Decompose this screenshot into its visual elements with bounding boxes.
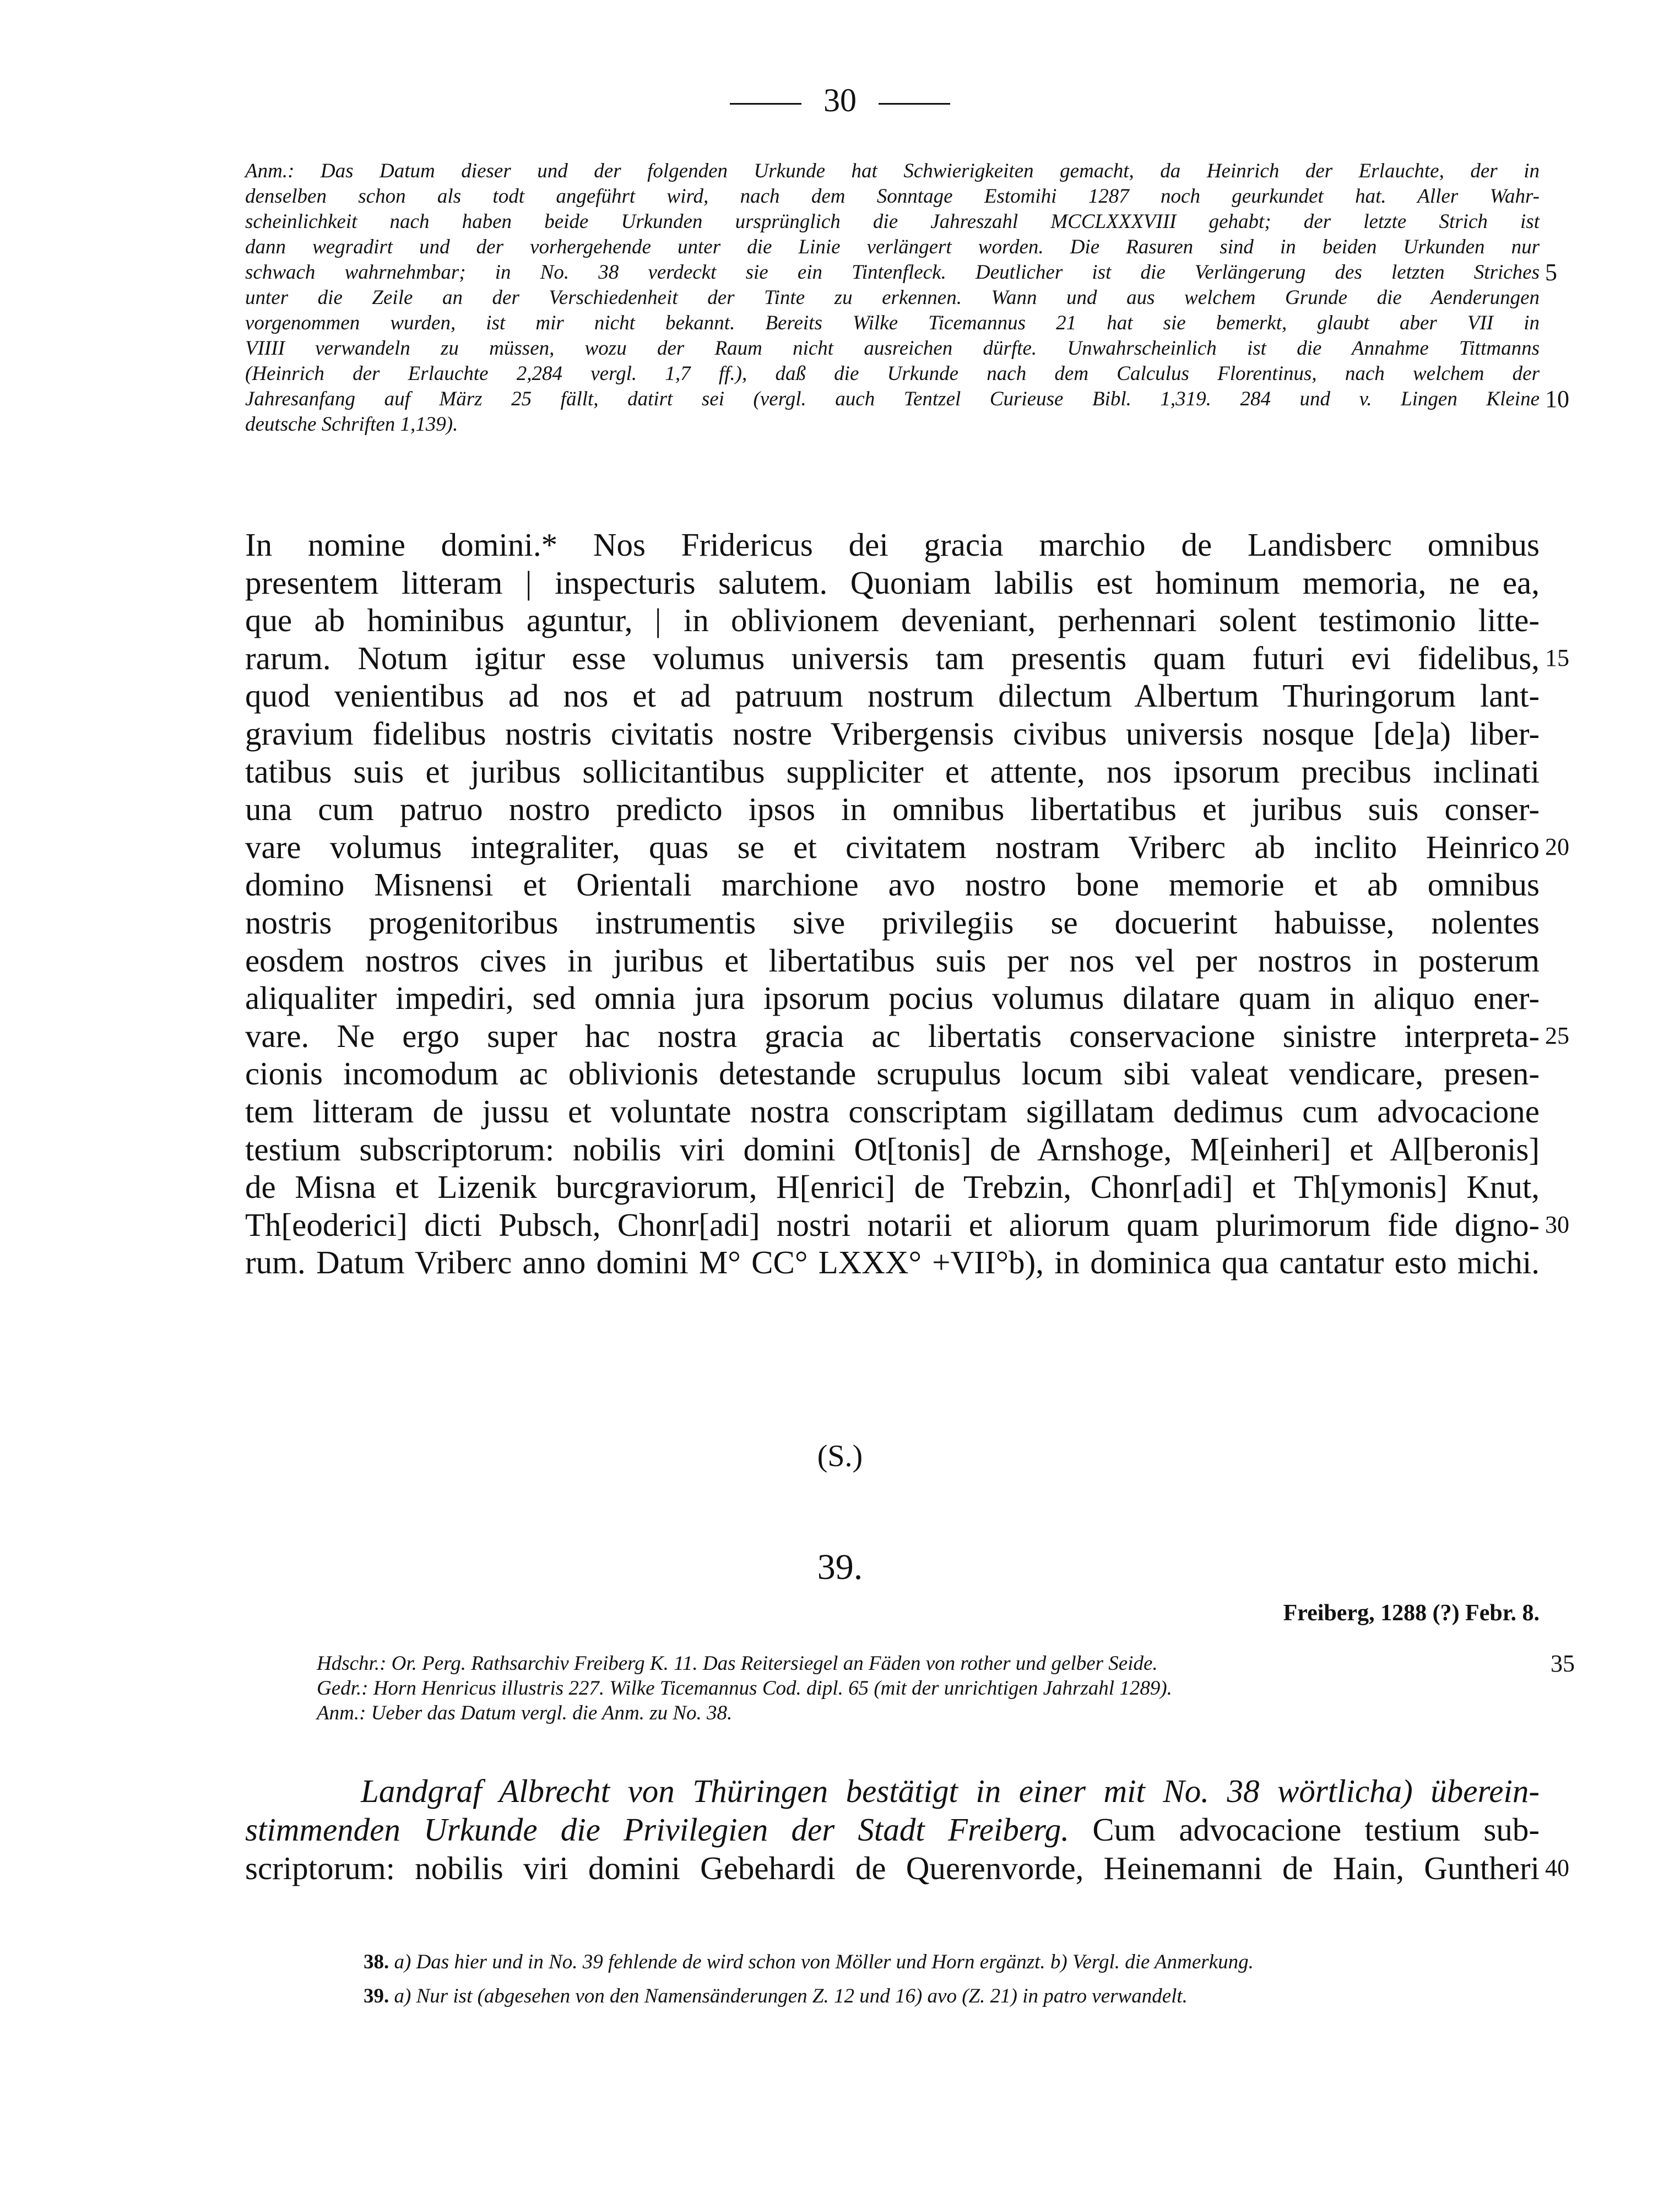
text-line: rum. Datum Vriberc anno domini M° CC° LXXX° +VII°b), in dominica qua cantatur esto michi. [245,1244,1540,1281]
seal-mark: (S.) [817,1439,863,1473]
line-number: 35 [1551,1650,1575,1677]
header-rule-left [730,103,801,105]
note-line: deutsche Schriften 1,139). [245,413,458,436]
source-line: Gedr.: Horn Henricus illustris 227. Wilke Ticemannus Cod. dipl. 65 (mit der unrichtigen Jahrzahl 1289). [317,1677,1172,1700]
line-number: 5 [1545,259,1557,286]
place-date: Freiberg, 1288 (?) Febr. 8. [1283,1600,1540,1626]
note-line: denselben schon als todt angeführt wird, nach dem Sonntage Estomihi 1287 noch geurkundet hat. Aller Wahr- [245,185,1540,208]
text-line: domino Misnensi et Orientali marchione avo nostro bone memorie et ab omnibus [245,866,1540,903]
text-line: rarum. Notum igitur esse volumus universis tam presentis quam futuri evi fidelibus, 15 [245,639,1569,676]
source-notes [317,1650,1575,1725]
text-line: una cum patruo nostro predicto ipsos in omnibus libertatibus et juribus suis conser- [245,791,1540,828]
text-line: vare. Ne ergo super hac nostra gracia ac libertatis conservacione sinistre interpreta- 25 [245,1017,1569,1054]
text-line: testium subscriptorum: nobilis viri domini Ot[tonis] de Arnshoge, M[einheri] et Al[beronis] [245,1131,1540,1168]
regest-line: stimmenden Urkunde die Privilegien der Stadt Freiberg. Cum advocacione testium sub- [245,1811,1540,1848]
regest-line: Landgraf Albrecht von Thüringen bestätigt in einer mit No. 38 wörtlicha) überein- [361,1773,1540,1809]
source-line: Hdschr.: Or. Perg. Rathsarchiv Freiberg K. 11. Das Reitersiegel an Fäden von rother und gelber Seide. 35 [317,1650,1575,1677]
footnote: 38. a) Das hier und in No. 39 fehlende de wird schon von Möller und Horn ergänzt. b) Vergl. die Anmerkung. [364,1951,1254,1973]
main-text [245,526,1569,1282]
page-header [0,82,1680,120]
text-line: aliqualiter impediri, sed omnia jura ipsorum pocius volumus dilatare quam in aliquo ener- [245,980,1540,1017]
source-line: Anm.: Ueber das Datum vergl. die Anm. zu No. 38. [317,1702,733,1724]
note-line: Jahresanfang auf März 25 fällt, datirt sei (vergl. auch Tentzel Curieuse Bibl. 1,319. 284 und v. Lingen Kleine 10 [245,386,1569,413]
note-line: unter die Zeile an der Verschiedenheit der Tinte zu erkennen. Wann und aus welchem Grunde die Aenderungen [245,286,1540,309]
text-line: In nomine domini.* Nos Fridericus dei gracia marchio de Landisberc omnibus [245,527,1540,563]
annotation-note [245,159,1569,437]
text-line: nostris progenitoribus instrumentis sive privilegiis se docuerint habuisse, nolentes [245,904,1540,941]
note-line: Anm.: Das Datum dieser und der folgenden Urkunde hat Schwierigkeiten gemacht, da Heinrich der Erlauchte, der in [245,160,1540,182]
text-line: de Misna et Lizenik burcgraviorum, H[enrici] de Trebzin, Chonr[adi] et Th[ymonis] Knut, [245,1169,1540,1206]
note-line: schwach wahrnehmbar; in No. 38 verdeckt sie ein Tintenfleck. Deutlicher ist die Verlängerung des letzten Striches 5 [245,259,1557,286]
text-line: tatibus suis et juribus sollicitantibus suppliciter et attente, nos ipsorum precibus inclinati [245,753,1540,790]
line-number: 10 [1545,386,1569,413]
footnote: 39. a) Nur ist (abgesehen von den Namensänderungen Z. 12 und 16) avo (Z. 21) in patro verwandelt. [364,1985,1188,2007]
footnotes [364,1945,1254,2013]
text-line: tem litteram de jussu et voluntate nostra conscriptam sigillatam dedimus cum advocacione [245,1093,1540,1130]
text-line: quod venientibus ad nos et ad patruum nostrum dilectum Albertum Thuringorum lant- [245,677,1540,714]
note-line: vorgenommen wurden, ist mir nicht bekannt. Bereits Wilke Ticemannus 21 hat sie bemerkt, glaubt aber VII in [245,312,1540,334]
note-line: scheinlichkeit nach haben beide Urkunden ursprünglich die Jahreszahl MCCLXXXVIII gehabt; der letzte Strich ist [245,210,1540,233]
text-line: eosdem nostros cives in juribus et libertatibus suis per nos vel per nostros in posterum [245,942,1540,979]
page-number: 30 [823,82,857,118]
text-line: Th[eoderici] dicti Pubsch, Chonr[adi] nostri notarii et aliorum quam plurimorum fide digno- 30 [245,1206,1569,1243]
document-number: 39. [817,1547,863,1587]
line-number: 40 [1545,1854,1569,1881]
note-line: dann wegradirt und der vorhergehende unter die Linie verlängert worden. Die Rasuren sind in beiden Urkunden nur [245,236,1540,258]
note-line: (Heinrich der Erlauchte 2,284 vergl. 1,7 ff.), daß die Urkunde nach dem Calculus Florentinus, nach welchem der [245,362,1540,385]
text-line: gravium fidelibus nostris civitatis nostre Vribergensis civibus universis nosque [de]a) liber- [245,715,1540,752]
regest [245,1772,1569,1887]
text-line: que ab hominibus aguntur, | in oblivionem deveniant, perhennari solent testimonio litte- [245,602,1540,639]
text-line: vare volumus integraliter, quas se et civitatem nostram Vriberc ab inclito Heinrico 20 [245,828,1569,865]
regest-line: scriptorum: nobilis viri domini Gebehardi de Querenvorde, Heinemanni de Hain, Guntheri 40 [245,1850,1569,1886]
note-line: VIIII verwandeln zu müssen, wozu der Raum nicht ausreichen dürfte. Unwahrscheinlich ist die Annahme Tittmanns [245,337,1540,360]
header-rule-right [879,103,950,105]
line-number: 30 [1545,1211,1569,1238]
line-number: 20 [1545,833,1569,860]
text-line: presentem litteram | inspecturis salutem. Quoniam labilis est hominum memoria, ne ea, [245,564,1540,601]
line-number: 15 [1545,644,1569,671]
text-line: cionis incomodum ac oblivionis detestande scrupulus locum sibi valeat vendicare, presen- [245,1055,1540,1092]
line-number: 25 [1545,1022,1569,1049]
